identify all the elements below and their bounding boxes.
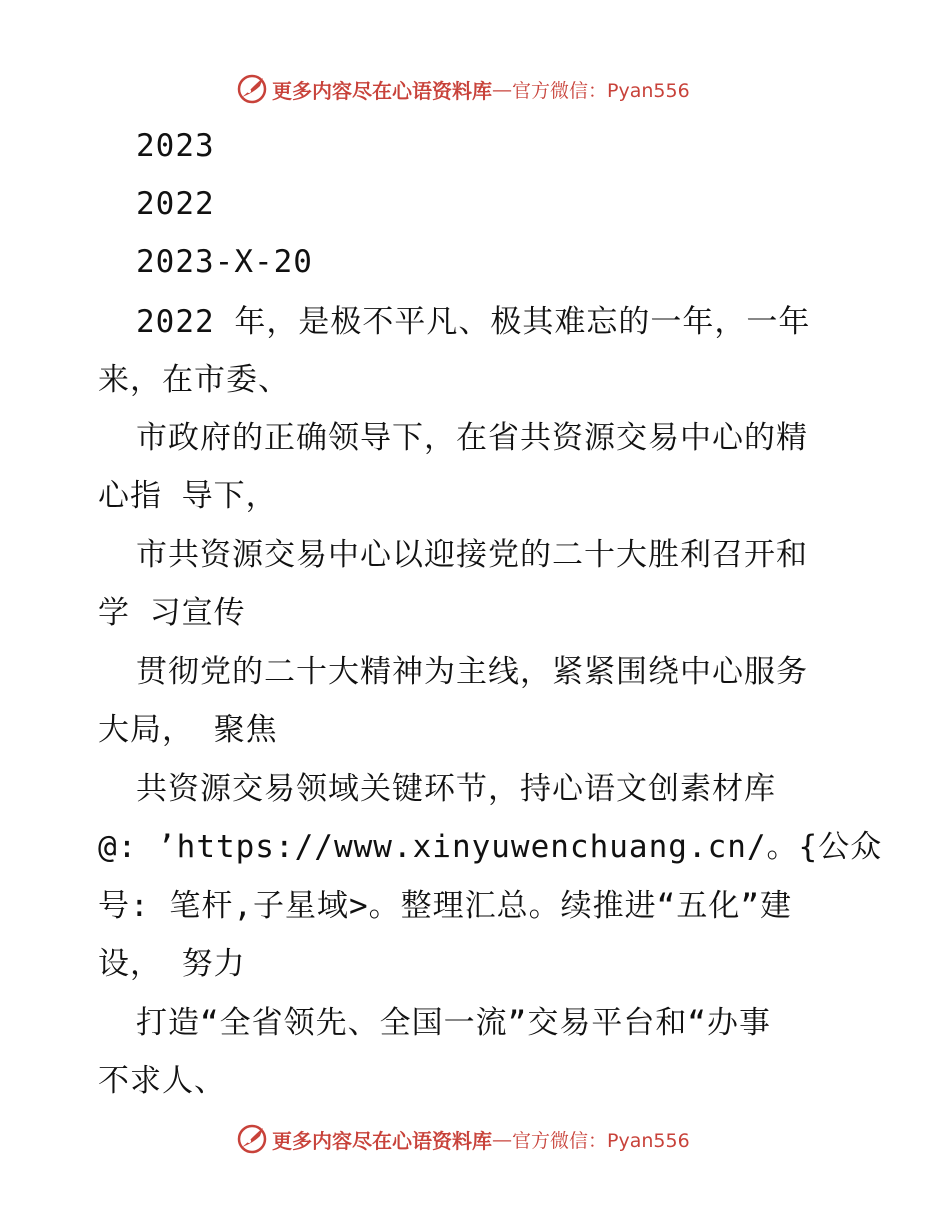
- footer-brand-text: 更多内容尽在心语资料库: [272, 1128, 492, 1153]
- text-line: 学 习宣传: [98, 595, 246, 631]
- text-line: 不求人、: [98, 1063, 226, 1099]
- header-brand-text: 更多内容尽在心语资料库: [272, 78, 492, 103]
- footer-banner: [236, 1122, 690, 1156]
- text-line: 2022: [136, 186, 215, 222]
- text-line: 号: 笔杆,子星域>。整理汇总。续推进“五化”建: [98, 888, 792, 924]
- header-separator: —: [492, 77, 512, 101]
- text-line: 2022 年，是极不平凡、极其难忘的一年，一年: [136, 304, 811, 340]
- header-wechat-text: 官方微信：Pyan556: [512, 79, 690, 102]
- text-line: 贯彻党的二十大精神为主线，紧紧围绕中心服务: [136, 654, 808, 690]
- text-line: 共资源交易领域关键环节，持心语文创素材库: [136, 771, 776, 807]
- text-line: 来，在市委、: [98, 362, 290, 398]
- pen-nib-logo-icon: [236, 1123, 268, 1155]
- footer-wechat-text: 官方微信：Pyan556: [512, 1129, 690, 1152]
- text-line: 心指 导下，: [98, 478, 278, 514]
- text-line: 大局， 聚焦: [98, 712, 278, 748]
- text-line: 市共资源交易中心以迎接党的二十大胜利召开和: [136, 537, 808, 573]
- text-line: 2023-X-20: [136, 244, 313, 280]
- text-line: 市政府的正确领导下，在省共资源交易中心的精: [136, 420, 808, 456]
- text-line: 2023: [136, 128, 215, 164]
- text-line: @: ’https://www.xinyuwenchuang.cn/。{公众: [98, 829, 883, 865]
- text-line: 打造“全省领先、全国一流”交易平台和“办事: [136, 1005, 771, 1041]
- text-line: 设， 努力: [98, 946, 246, 982]
- footer-separator: —: [492, 1127, 512, 1151]
